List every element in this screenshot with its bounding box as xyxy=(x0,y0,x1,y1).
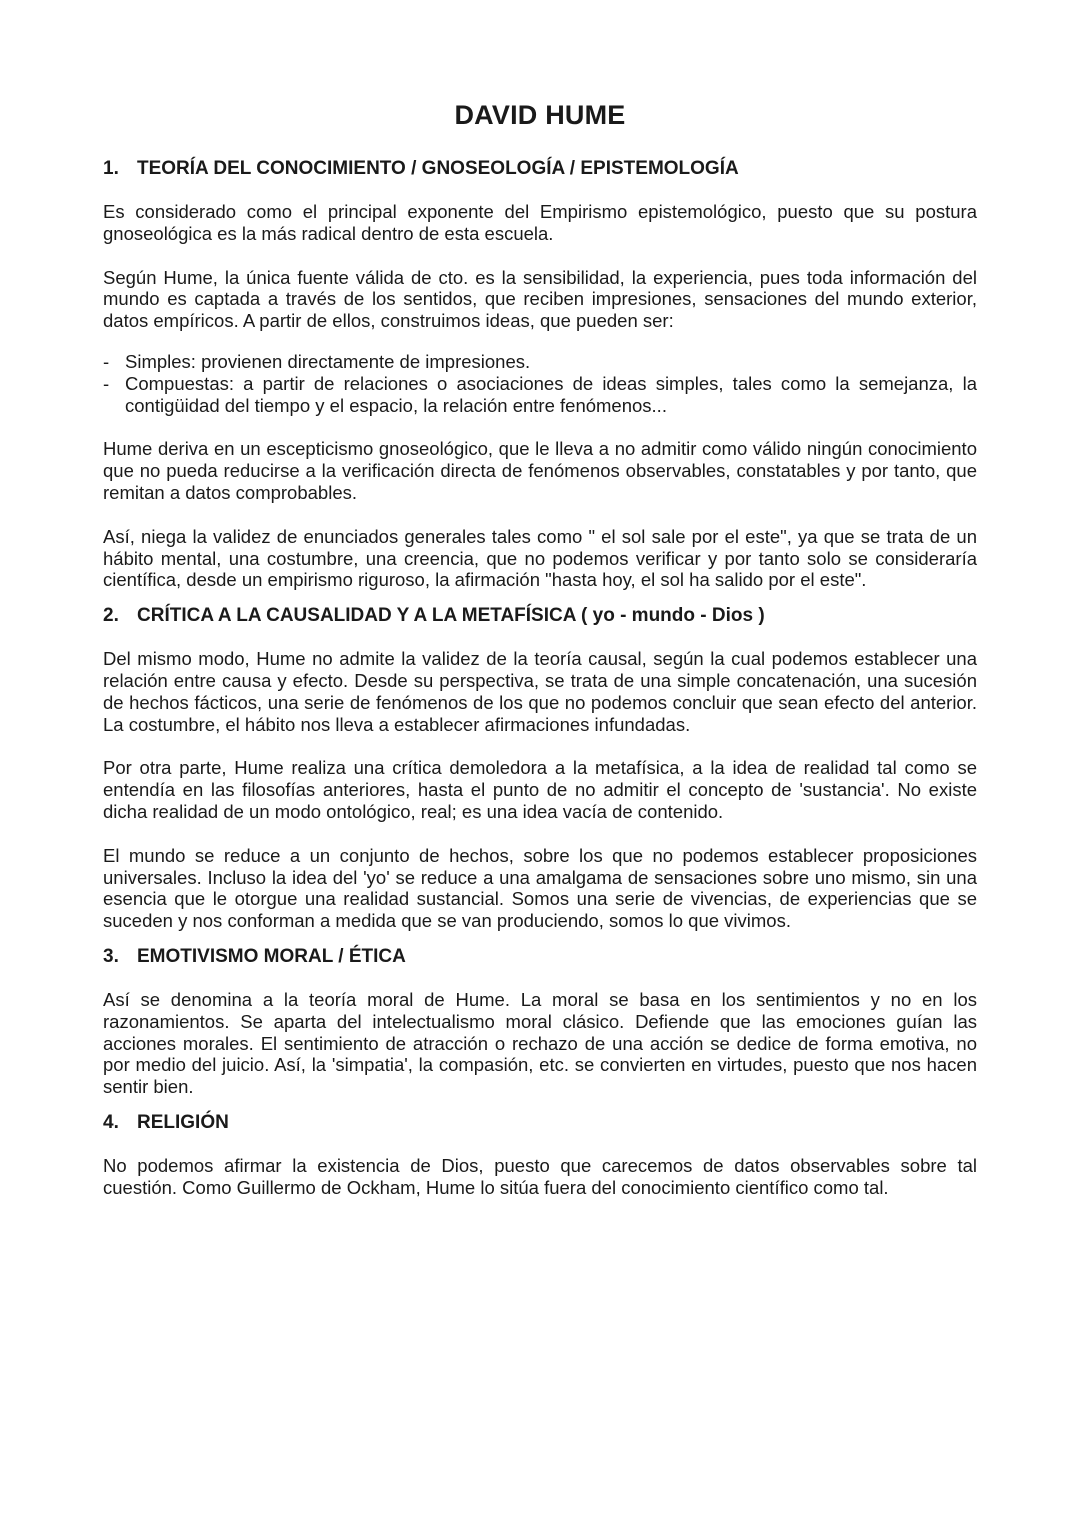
list-item xyxy=(103,373,977,417)
section-heading xyxy=(103,946,977,968)
section-heading xyxy=(103,158,977,180)
paragraph: No podemos afirmar la existencia de Dios, puesto que carecemos de datos observables sobre tal cuestión. Como Guillermo de Ockham, Hume lo sitúa fuera del conocimiento científico como tal. xyxy=(103,1154,977,1198)
paragraph: Es considerado como el principal exponente del Empirismo epistemológico, puesto que su postura gnoseológica es la más radical dentro de esta escuela. xyxy=(103,201,977,244)
bullet-list xyxy=(103,351,977,416)
section-title: TEORÍA DEL CONOCIMIENTO / GNOSEOLOGÍA / EPISTEMOLOGÍA xyxy=(137,158,739,179)
section-number: 2. xyxy=(103,605,119,627)
paragraph: El mundo se reduce a un conjunto de hechos, sobre los que no podemos establecer proposiciones universales. Incluso la idea del 'yo' se reduce a una amalgama de sensaciones sobre uno mismo, sin una esencia que le otorgue una realidad sustancial. Somos una serie de vivencias, de experiencias que se suceden y nos conforman a medida que se van produciendo, somos lo que vivimos. xyxy=(103,844,977,932)
section-number: 4. xyxy=(103,1111,119,1133)
dash-marker: - xyxy=(103,372,110,394)
list-item-text: Compuestas: a partir de relaciones o asociaciones de ideas simples, tales como la semejanza, la contigüidad del tiempo y el espacio, la relación entre fenómenos... xyxy=(125,372,977,416)
section-title: RELIGIÓN xyxy=(137,1111,229,1133)
section-heading xyxy=(103,1112,977,1134)
section-heading xyxy=(103,605,977,627)
paragraph: Del mismo modo, Hume no admite la validez de la teoría causal, según la cual podemos establecer una relación entre causa y efecto. Desde su perspectiva, se trata de una simple concatenación, una sucesión de hechos fácticos, una serie de fenómenos de los que no podemos concluir que sean efecto del anterior. La costumbre, el hábito nos lleva a establecer afirmaciones infundadas. xyxy=(103,648,977,735)
list-item xyxy=(103,351,977,373)
section-number: 3. xyxy=(103,945,119,967)
paragraph: Hume deriva en un escepticismo gnoseológico, que le lleva a no admitir como válido ningún conocimiento que no pueda reducirse a la verificación directa de fenómenos observables, constatables y por tanto, que remitan a datos comprobables. xyxy=(103,438,977,503)
paragraph: Por otra parte, Hume realiza una crítica demoledora a la metafísica, a la idea de realidad tal como se entendía en las filosofías anteriores, hasta el punto de no admitir el concepto de 'sustancia'. No existe dicha realidad de un modo ontológico, real; es una idea vacía de contenido. xyxy=(103,757,977,822)
section-title: CRÍTICA A LA CAUSALIDAD Y A LA METAFÍSICA ( yo - mundo - Dios ) xyxy=(137,605,765,627)
paragraph: Según Hume, la única fuente válida de cto. es la sensibilidad, la experiencia, pues toda información del mundo es captada a través de los sentidos, que reciben impresiones, sensaciones del mundo exterior, datos empíricos. A partir de ellos, construimos ideas, que pueden ser: xyxy=(103,266,977,332)
document-page xyxy=(103,100,977,1221)
list-item-text: Simples: provienen directamente de impresiones. xyxy=(125,350,531,372)
dash-marker: - xyxy=(103,350,110,372)
document-title: DAVID HUME xyxy=(454,100,626,130)
paragraph: Así se denomina a la teoría moral de Hume. La moral se basa en los sentimientos y no en los razonamientos. Se aparta del intelectualismo moral clásico. Defiende que las emociones guían las acciones morales. El sentimiento de atracción o rechazo de una acción se dedice de forma emotiva, no por medio del juicio. Así, la 'simpatia', la compasión, etc. se convierten en virtudes, puesto que nos hacen sentir bien. xyxy=(103,988,977,1098)
section-number: 1. xyxy=(103,158,119,179)
section-title: EMOTIVISMO MORAL / ÉTICA xyxy=(137,945,406,967)
paragraph: Así, niega la validez de enunciados generales tales como " el sol sale por el este", ya que se trata de un hábito mental, una costumbre, una creencia, que no podemos verificar y por tanto solo se consideraría científica, desde un empirismo riguroso, la afirmación "hasta hoy, el sol ha salido por el este". xyxy=(103,525,977,591)
